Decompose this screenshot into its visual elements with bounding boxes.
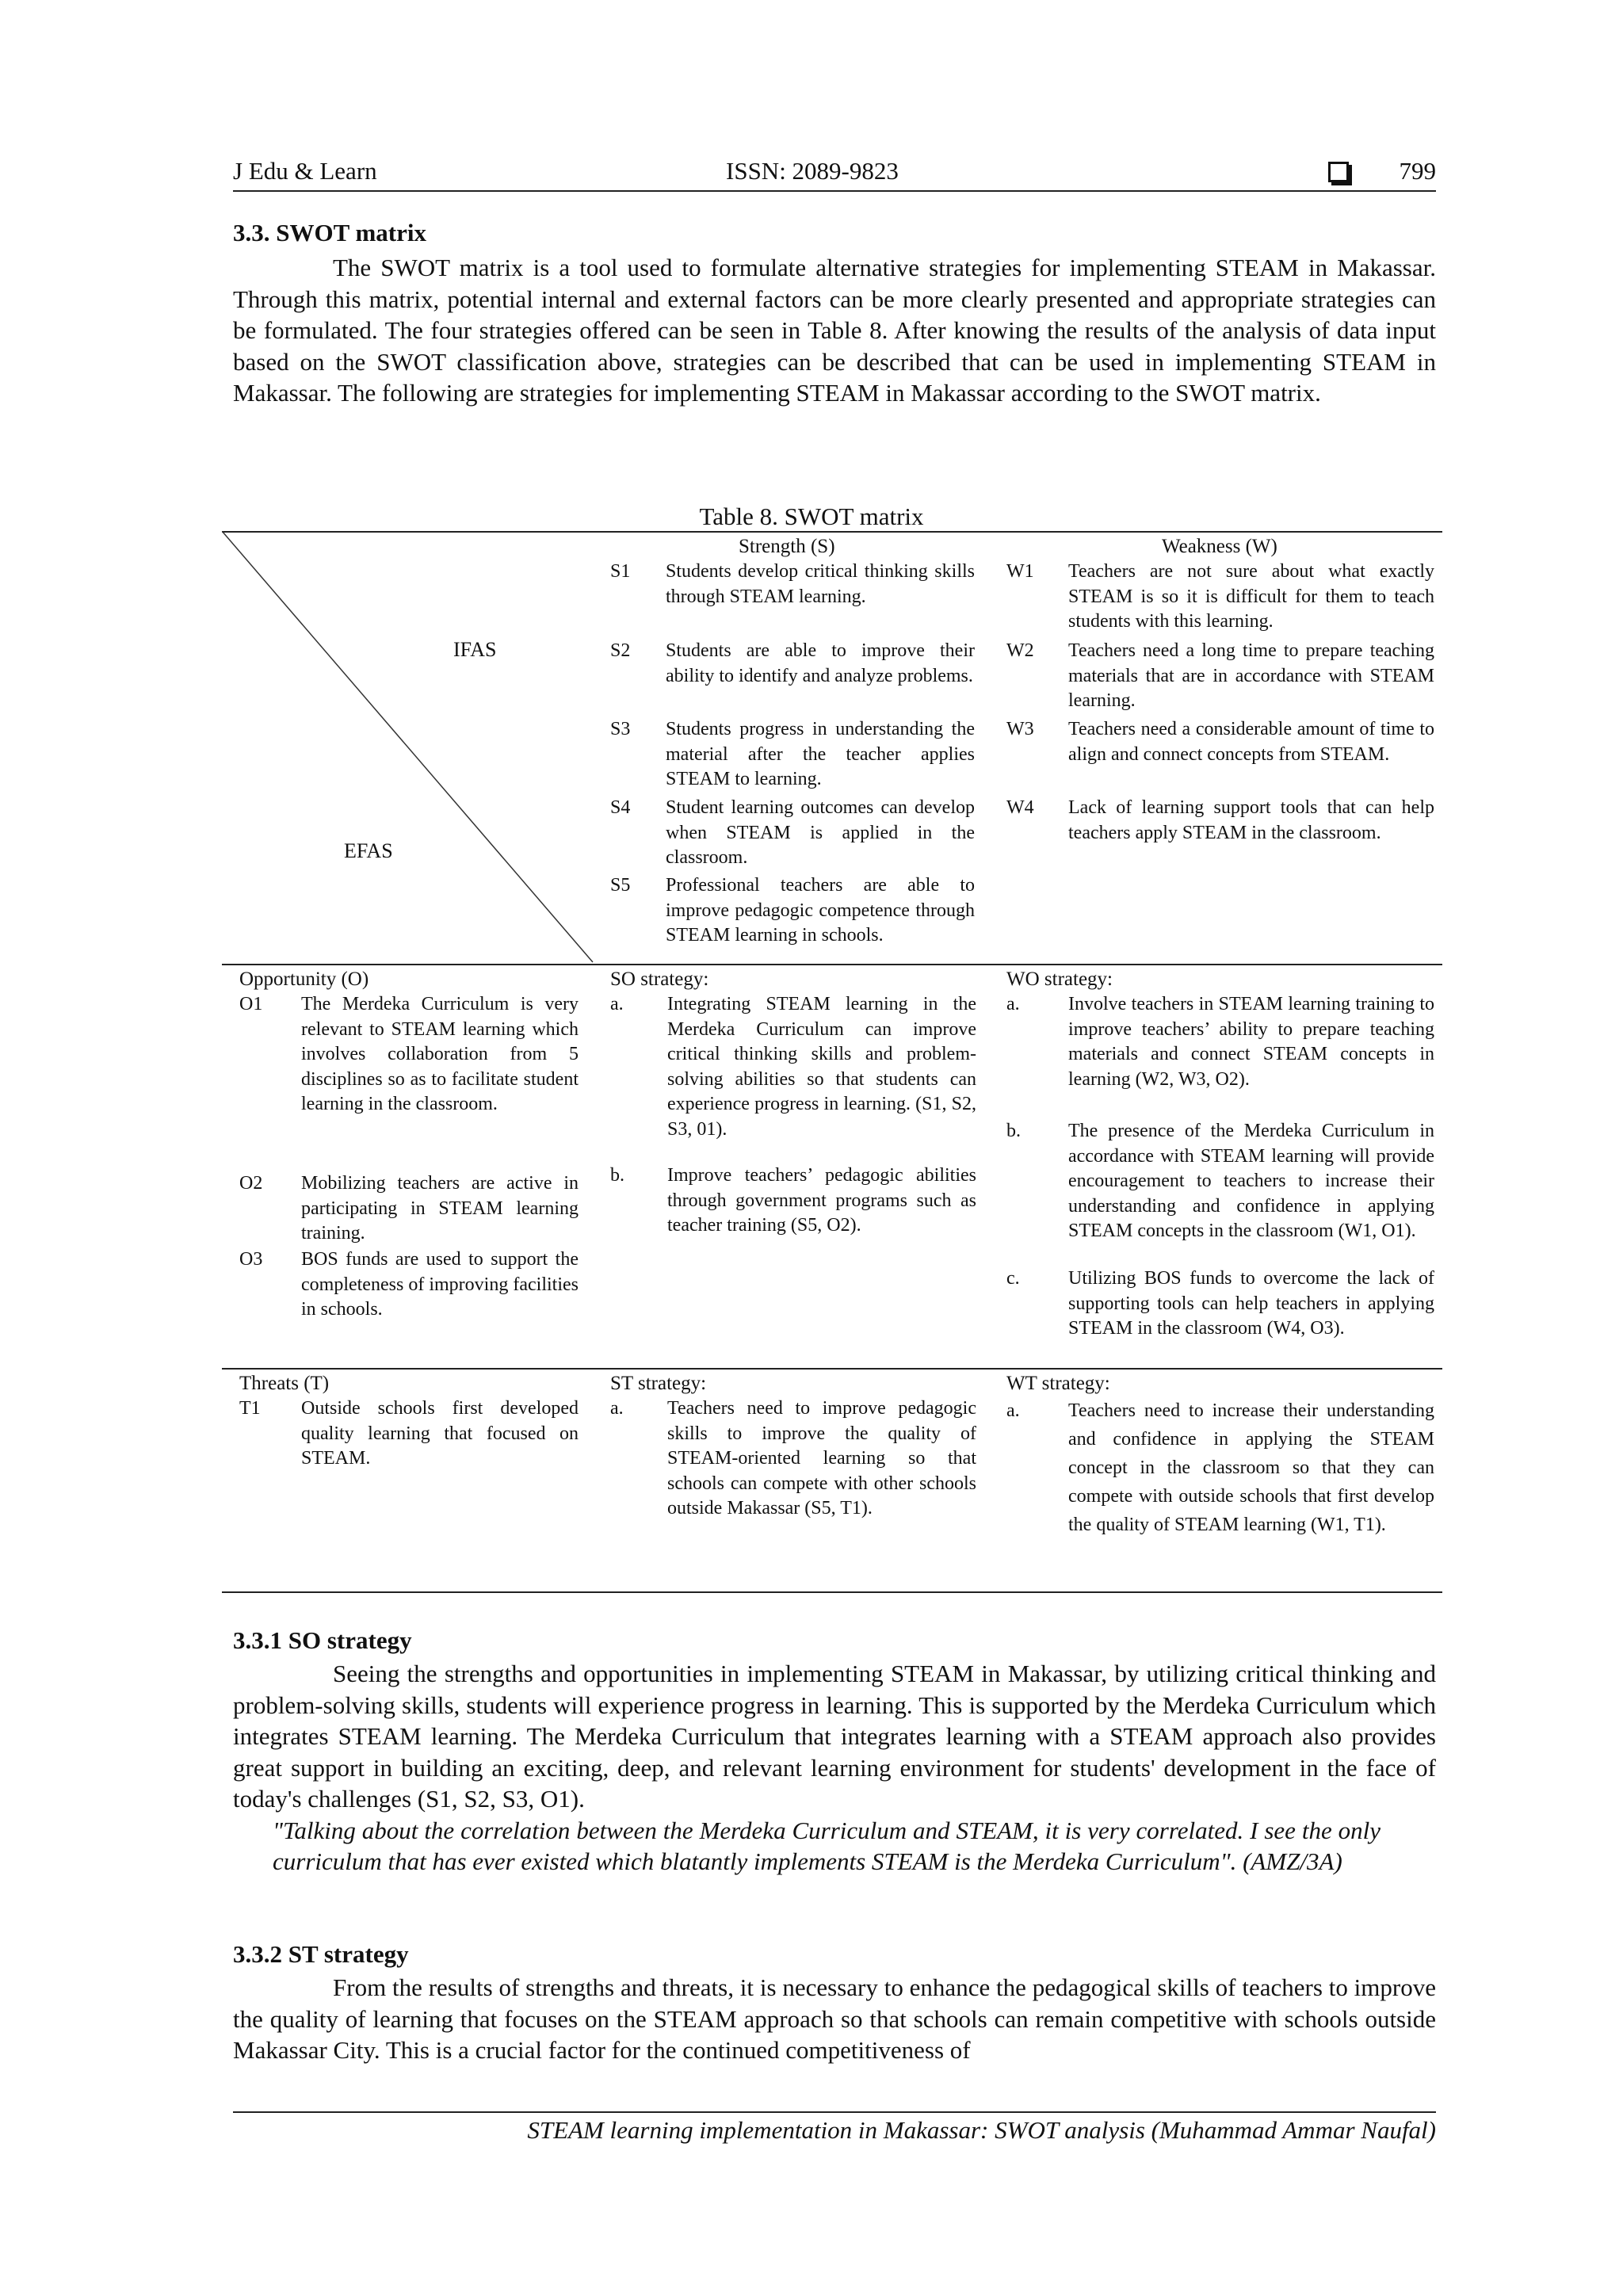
item-text: Teachers need to improve pedagogic skills to improve the quality of STEAM-oriented learning so that schools can compete with other schools outside Makassar (S5, T1). [667, 1398, 976, 1519]
item-code: S5 [610, 875, 631, 896]
item-text: Student learning outcomes can develop when STEAM is applied in the classroom. [666, 797, 975, 868]
item-code: W3 [1006, 719, 1034, 739]
st-title: ST strategy: [610, 1373, 707, 1394]
swot-table [222, 531, 1442, 1597]
item-code: c. [1006, 1268, 1020, 1289]
strength-title: Strength (S) [739, 536, 835, 557]
item-text: Mobilizing teachers are active in participating in STEAM learning training. [301, 1173, 579, 1244]
item-code: S1 [610, 561, 631, 582]
section-heading-3-3: 3.3. SWOT matrix [233, 219, 426, 246]
wo-title: WO strategy: [1006, 968, 1113, 990]
diagonal-divider [222, 531, 594, 964]
item-code: S4 [610, 797, 631, 818]
section-3-3-1-text: Seeing the strengths and opportunities in implementing STEAM in Makassar, by utilizing critical thinking and problem-solving skills, students will experience progress in learning. This is supported by the Merdeka Curriculum which integrates STEAM learning. The Merdeka Curriculum that integrates learning with a STEAM approach also provides great support in building an exciting, deep, and relevant learning environment for students' development in the face of today's challenges (S1, S2, S3, O1). [233, 1660, 1436, 1813]
so-title: SO strategy: [610, 968, 709, 990]
issn: ISSN: 2089-9823 [726, 157, 899, 185]
section-3-3-1-paragraph [233, 1658, 1436, 1815]
section-heading-3-3-1: 3.3.1 SO strategy [233, 1626, 412, 1654]
item-code: b. [610, 1165, 624, 1186]
threats-title: Threats (T) [239, 1373, 330, 1394]
item-text: Integrating STEAM learning in the Merdeka Curriculum can improve critical thinking skills and problem-solving abilities so that students can experience progress in learning. (S1, S2, S3, 01). [667, 994, 976, 1140]
item-text: BOS funds are used to support the completeness of improving facilities in schools. [301, 1249, 579, 1320]
section-3-3-text: The SWOT matrix is a tool used to formulate alternative strategies for implementing STEAM in Makassar. Through this matrix, potential internal and external factors can be more clearly presented and appropriate strategies can be formulated. The four strategies offered can be seen in Table 8. After knowing the results of the analysis of data input based on the SWOT classification above, strategies can be described that can be used in implementing STEAM in Makassar. The following are strategies for implementing STEAM in Makassar according to the SWOT matrix. [233, 254, 1436, 407]
row-rule-1 [222, 964, 1442, 965]
item-text: Teachers need a considerable amount of time to align and connect concepts from STEAM. [1068, 719, 1434, 765]
item-code: a. [610, 1398, 624, 1419]
item-text: Teachers need a long time to prepare teaching materials that are in accordance with STEAM learning. [1068, 640, 1434, 711]
running-header [233, 155, 1436, 192]
item-text: The presence of the Merdeka Curriculum in accordance with STEAM learning will provide encouragement to teachers to increase their understanding and confidence in applying STEAM concepts in the classroom (W1, O1). [1068, 1121, 1434, 1241]
item-code: a. [610, 994, 624, 1014]
interview-quote: "Talking about the correlation between the Merdeka Curriculum and STEAM, it is very correlated. I see the only curriculum that has ever existed which blatantly implements STEAM is the Merdeka Curriculum". (AMZ/3A) [273, 1817, 1381, 1875]
item-code: a. [1006, 1400, 1020, 1421]
section-3-3-paragraph [233, 252, 1436, 409]
section-heading-3-3-2: 3.3.2 ST strategy [233, 1940, 409, 1968]
item-text: Lack of learning support tools that can help teachers apply STEAM in the classroom. [1068, 797, 1434, 843]
item-text: Improve teachers’ pedagogic abilities through government programs such as teacher training (S5, O2). [667, 1165, 976, 1236]
item-text: Students progress in understanding the material after the teacher applies STEAM to learning. [666, 719, 975, 789]
item-text: The Merdeka Curriculum is very relevant to STEAM learning which involves collaboration from 5 disciplines so as to facilitate student learning in the classroom. [301, 994, 579, 1114]
item-text: Students develop critical thinking skills through STEAM learning. [666, 561, 975, 607]
item-code: O2 [239, 1173, 263, 1194]
item-code: T1 [239, 1398, 261, 1419]
ifas-label: IFAS [453, 638, 497, 661]
page-number: 799 [1399, 157, 1436, 185]
item-code: S2 [610, 640, 631, 661]
item-text: Teachers need to increase their understanding and confidence in applying the STEAM concept in the classroom so that they can compete with outside schools that first develop the quality of STEAM learning (W1, T1). [1068, 1400, 1434, 1535]
item-text: Students are able to improve their ability to identify and analyze problems. [666, 640, 975, 686]
item-code: O1 [239, 994, 263, 1014]
item-text: Teachers are not sure about what exactly STEAM is so it is difficult for them to teach students with this learning. [1068, 561, 1434, 632]
item-code: O3 [239, 1249, 263, 1270]
item-text: Utilizing BOS funds to overcome the lack of supporting tools can help teachers in applying STEAM in the classroom (W4, O3). [1068, 1268, 1434, 1339]
journal-name: J Edu & Learn [233, 157, 377, 185]
item-code: a. [1006, 994, 1020, 1014]
efas-label: EFAS [344, 839, 393, 862]
section-3-3-2-paragraph [233, 1972, 1436, 2066]
table-caption: Table 8. SWOT matrix [699, 502, 924, 530]
item-code: S3 [610, 719, 631, 739]
item-text: Outside schools first developed quality learning that focused on STEAM. [301, 1398, 579, 1469]
running-footer: STEAM learning implementation in Makassar: SWOT analysis (Muhammad Ammar Naufal) [527, 2116, 1436, 2144]
item-code: b. [1006, 1121, 1021, 1141]
section-3-3-2-text: From the results of strengths and threats, it is necessary to enhance the pedagogical skills of teachers to improve the quality of learning that focuses on the STEAM approach so that schools can remain competitive with schools outside Makassar City. This is a crucial factor for the continued competitiveness of [233, 1973, 1436, 2064]
item-text: Involve teachers in STEAM learning training to improve teachers’ ability to prepare teaching materials and connect STEAM concepts in learning (W2, W3, O2). [1068, 994, 1434, 1090]
item-code: W2 [1006, 640, 1034, 661]
item-code: W1 [1006, 561, 1034, 582]
row-rule-2 [222, 1368, 1442, 1370]
footer-rule [233, 2111, 1436, 2113]
table-bottom-rule [222, 1591, 1442, 1593]
item-code: W4 [1006, 797, 1034, 818]
item-text: Professional teachers are able to improve pedagogic competence through STEAM learning in schools. [666, 875, 975, 946]
weakness-title: Weakness (W) [1162, 536, 1277, 557]
square-bullet-icon [1328, 162, 1349, 182]
wt-title: WT strategy: [1006, 1373, 1110, 1394]
opportunity-title: Opportunity (O) [239, 968, 369, 990]
